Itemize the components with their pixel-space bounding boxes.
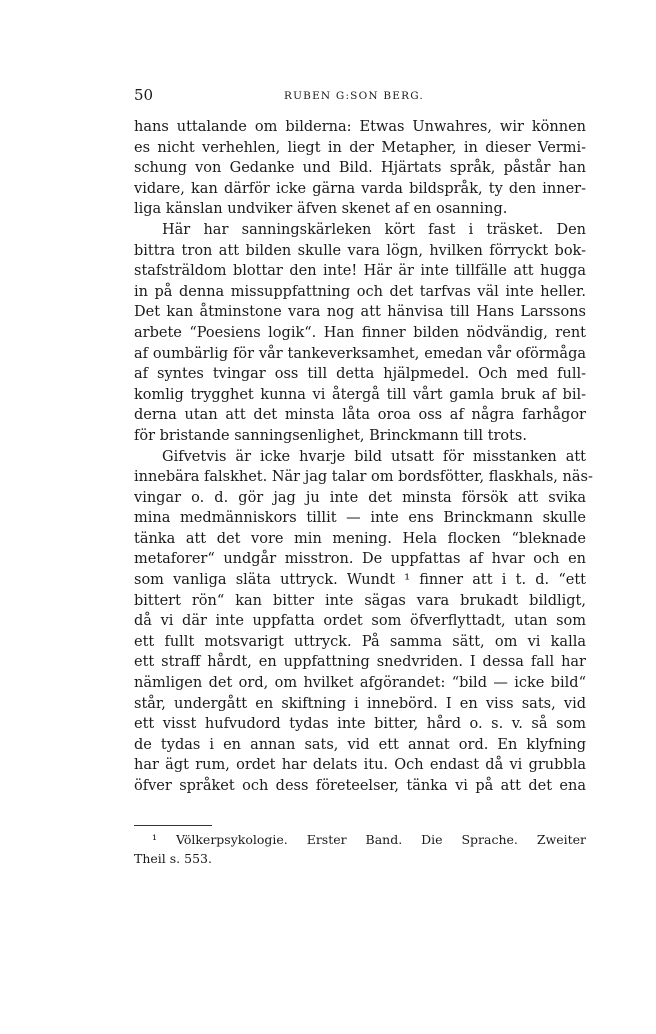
text-line: es nicht verhehlen, liegt in der Metapher, in dieser Vermi- (134, 139, 586, 156)
text-line: Det kan åtminstone vara nog att hänvisa till Hans Larssons (134, 304, 586, 321)
text-line: öfver språket och dess företeelser, tänka vi på att det ena (134, 778, 586, 794)
text-line: in på denna missuppfattning och det tarfvas väl inte heller. (134, 283, 586, 300)
text-line: af syntes tvingar oss till detta hjälpmedel. Och med full- (134, 366, 586, 383)
text-line: stafsträldom blottar den inte! Här är inte tillfälle att hugga (134, 263, 586, 280)
text-line: ett visst hufvudord tydas inte bitter, hård o. s. v. så som (134, 716, 586, 733)
text-line: står, undergått en skiftning i innebörd. I en viss sats, vid (134, 695, 586, 712)
text-line: metaforer“ undgår misstron. De uppfattas af hvar och en (134, 551, 586, 568)
text-line: mina medmänniskors tillit — inte ens Brinckmann skulle (134, 510, 586, 527)
text-line: vingar o. d. gör jag ju inte det minsta försök att svika (134, 489, 586, 506)
text-line: arbete “Poesiens logik“. Han finner bilden nödvändig, rent (134, 324, 586, 341)
text-line: då vi där inte uppfatta ordet som öfverflyttadt, utan som (134, 613, 586, 630)
text-line: hans uttalande om bilderna: Etwas Unwahres, wir können (134, 119, 586, 135)
footnote (134, 830, 586, 868)
text-line: bittra tron att bilden skulle vara lögn, hvilken förryckt bok- (134, 242, 586, 259)
page-number: 50 (134, 86, 154, 104)
text-line: som vanliga släta uttryck. Wundt ¹ finner att i t. d. “ett (134, 572, 586, 589)
text-line: ett straff hårdt, en uppfattning snedvriden. I dessa fall har (134, 654, 586, 671)
body-text (134, 117, 593, 797)
text-line: derna utan att det minsta låta oroa oss af några farhågor (134, 407, 586, 424)
text-line: tänka att det vore min mening. Hela flocken “bleknade (134, 530, 586, 547)
footnote-line: Theil s. 553. (134, 851, 212, 866)
text-line: innebära falskhet. När jag talar om bordsfötter, flaskhals, näs- (134, 469, 593, 486)
text-line: har ägt rum, ordet har delats itu. Och endast då vi grubbla (134, 757, 586, 774)
footnote-line: ¹ Völkerpsykologie. Erster Band. Die Sprache. Zweiter (152, 832, 586, 847)
page-header (134, 86, 586, 108)
footnote-divider (134, 825, 212, 826)
text-line: af oumbärlig för vår tankeverksamhet, emedan vår oförmåga (134, 345, 586, 362)
text-line: ett fullt motsvarigt uttryck. På samma sätt, om vi kalla (134, 633, 586, 650)
text-line: schung von Gedanke und Bild. Hjärtats språk, påstår han (134, 160, 586, 177)
text-line: komlig trygghet kunna vi återgå till vårt gamla bruk af bil- (134, 386, 586, 403)
running-head: RUBEN G:SON BERG. (284, 90, 424, 102)
text-line: vidare, kan därför icke gärna varda bildspråk, ty den inner- (134, 180, 586, 197)
text-line: bittert rön“ kan bitter inte sägas vara brukadt bildligt, (134, 592, 586, 609)
text-line: för bristande sanningsenlighet, Brinckmann till trots. (134, 427, 527, 444)
text-line: Gifvetvis är icke hvarje bild utsatt för misstanken att (162, 448, 586, 465)
text-line: liga känslan undviker äfven skenet af en osanning. (134, 201, 508, 218)
text-line: Här har sanningskärleken kört fast i träsket. Den (162, 221, 586, 238)
text-line: nämligen det ord, om hvilket afgörandet: “bild — icke bild“ (134, 675, 586, 692)
text-line: de tydas i en annan sats, vid ett annat ord. En klyfning (134, 736, 586, 753)
